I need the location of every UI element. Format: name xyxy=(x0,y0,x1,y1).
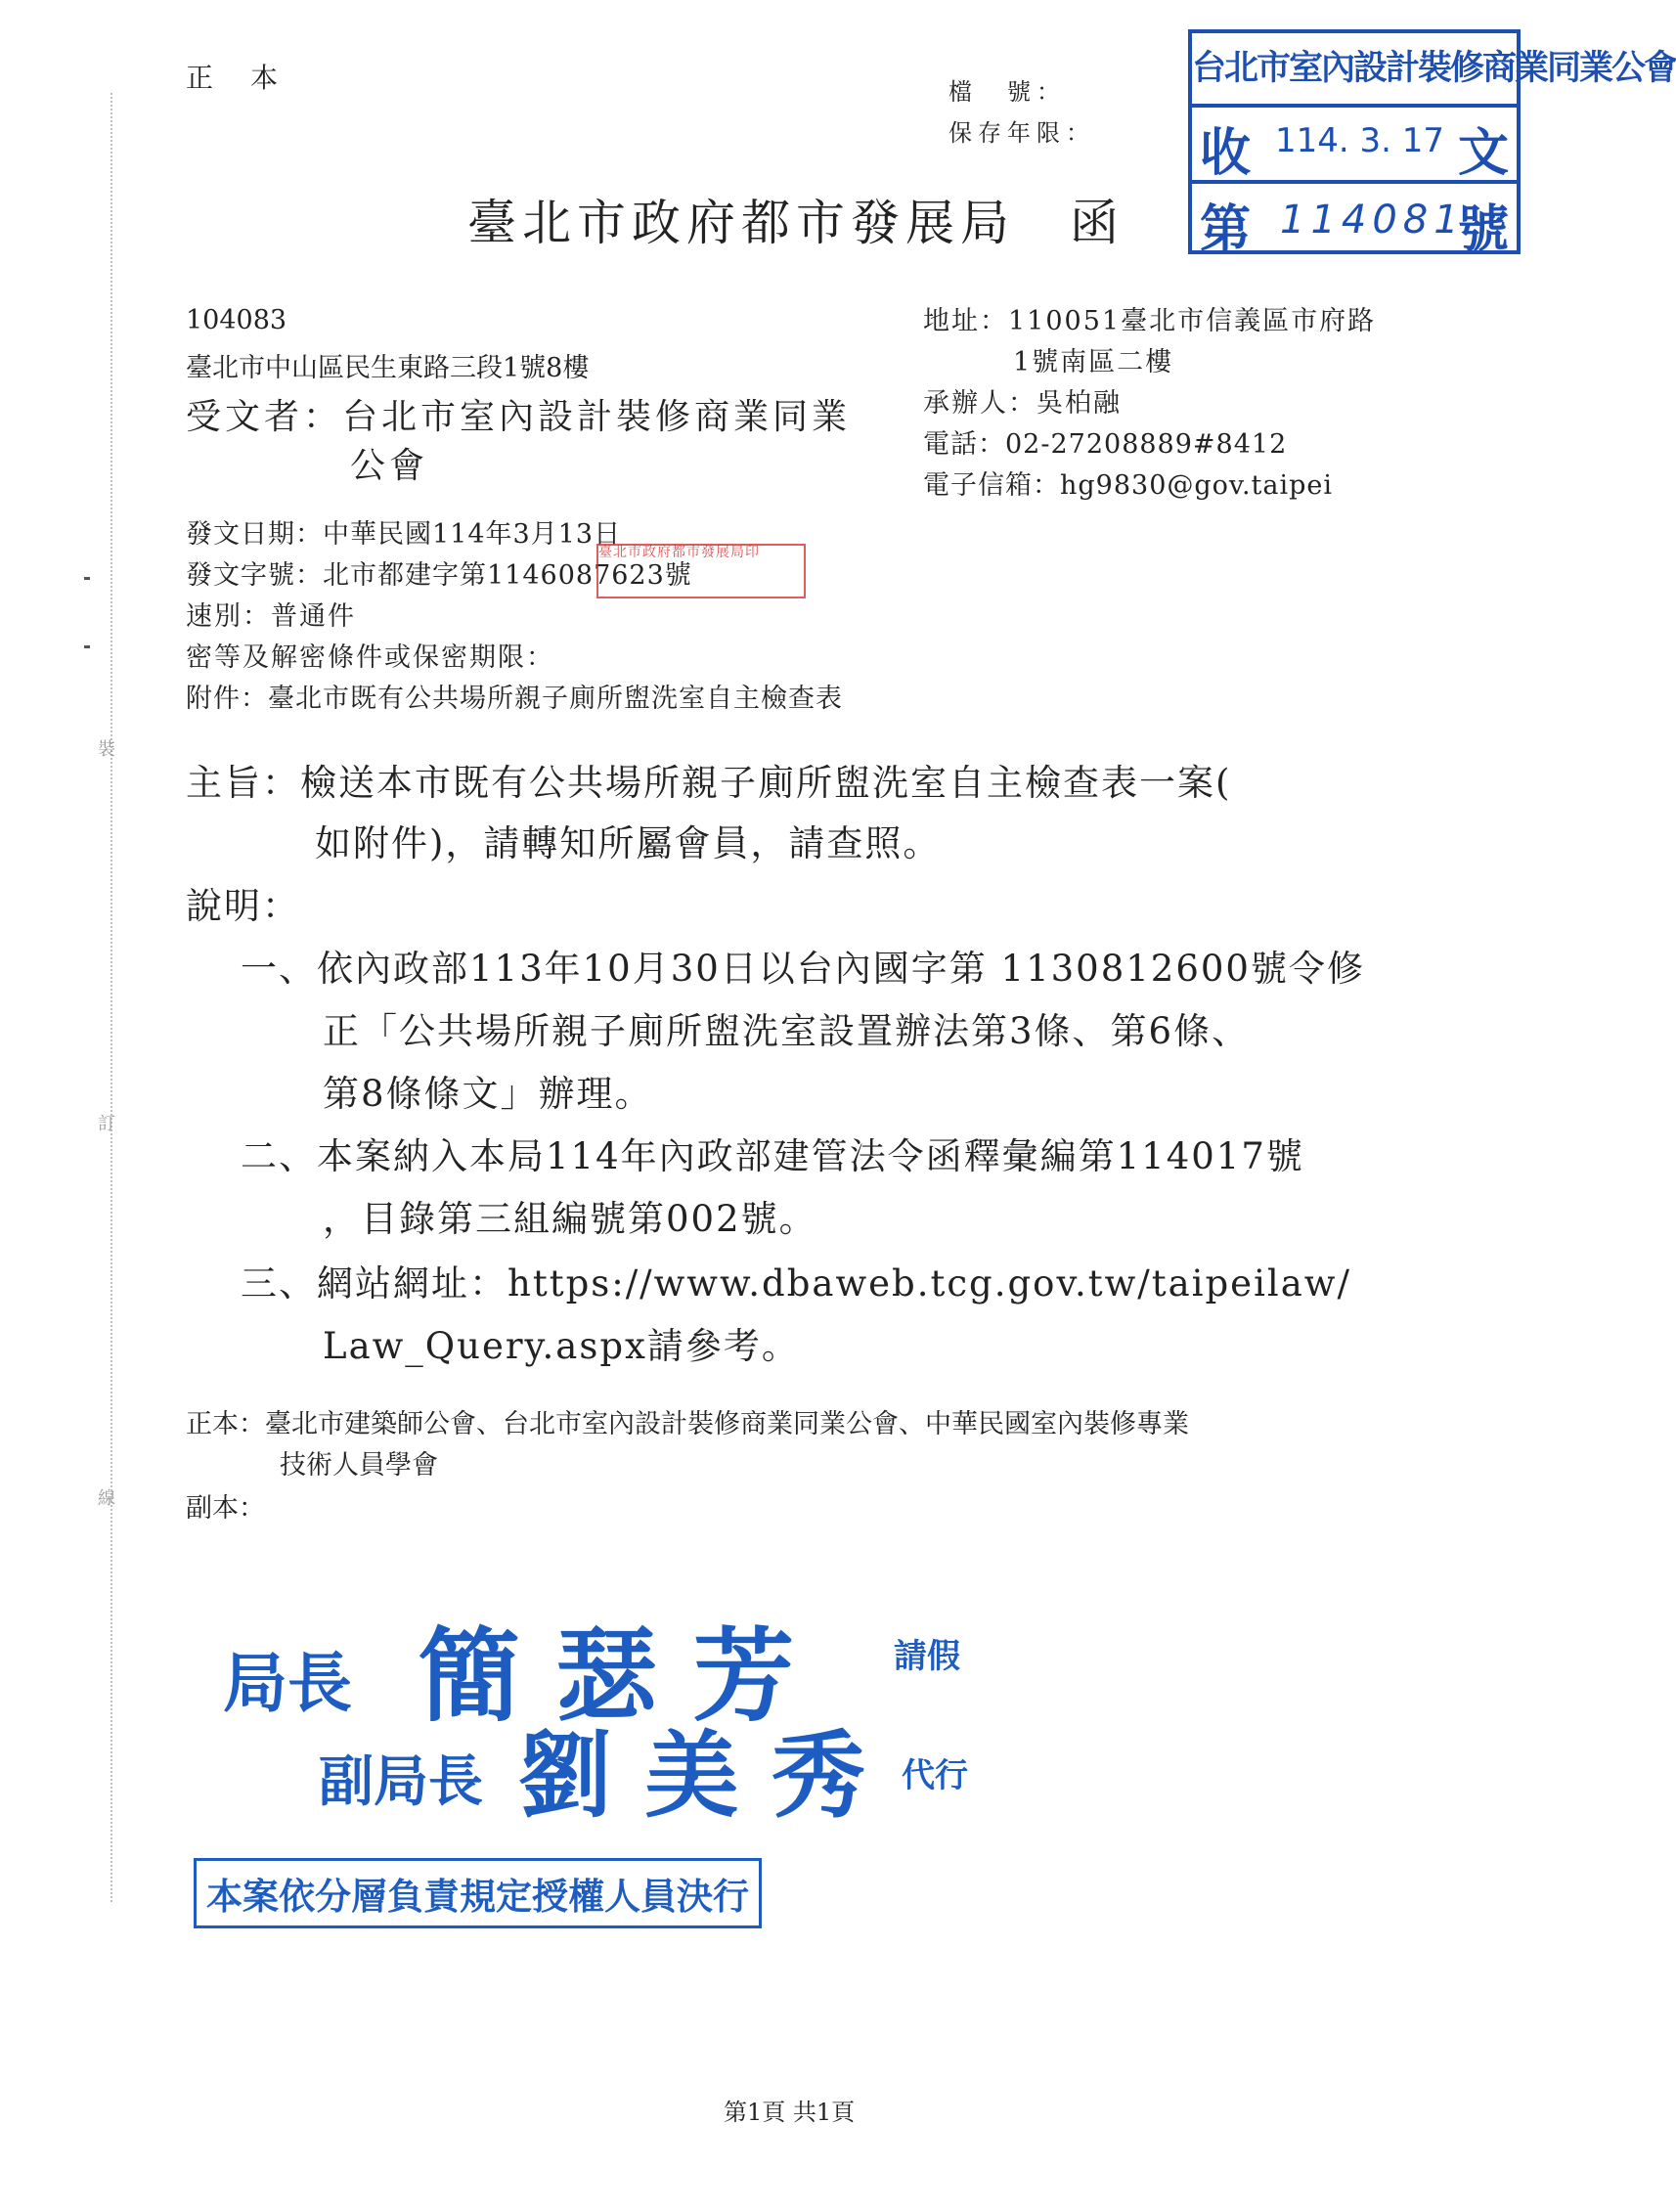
item-3-line1: 三、網站網址：https://www.dbaweb.tcg.gov.tw/taipeilaw/ xyxy=(241,1262,1351,1305)
received-stamp-recv: 收 xyxy=(1200,124,1252,183)
issue-number: 發文字號：北市都建字第1146087623號 xyxy=(186,560,692,591)
official-seal: 臺北市政府都市發展局印 xyxy=(596,544,806,598)
copy-mark: 正本 xyxy=(186,62,316,94)
received-stamp-date: 114. 3. 17 xyxy=(1275,121,1445,160)
explanation-label: 說明： xyxy=(186,885,300,927)
director-title: 局長 xyxy=(223,1646,352,1721)
binding-mark: 線 xyxy=(98,1488,115,1509)
received-stamp-doc: 文 xyxy=(1457,124,1509,183)
sender-phone: 電話：02-27208889#8412 xyxy=(923,429,1288,460)
document-title: 臺北市政府都市發展局 函 xyxy=(467,195,1125,251)
item-1-line3: 第8條條文」辦理。 xyxy=(323,1073,653,1115)
attachment: 附件：臺北市既有公共場所親子廁所盥洗室自主檢查表 xyxy=(186,684,843,714)
item-2-line2: ，目錄第三組編號第002號。 xyxy=(323,1198,817,1240)
item-2-line1: 二、本案納入本局114年內政部建管法令函釋彙編第114017號 xyxy=(241,1135,1304,1177)
cc-main-line2: 技術人員學會 xyxy=(280,1450,438,1481)
speed: 速別：普通件 xyxy=(186,601,356,632)
received-stamp xyxy=(1188,29,1676,259)
postcode: 104083 xyxy=(186,305,287,335)
sender-address-line1: 地址：110051臺北市信義區市府路 xyxy=(923,306,1377,336)
received-stamp-org: 台北市室內設計裝修商業同業公會 xyxy=(1192,33,1517,108)
received-stamp-hao: 號 xyxy=(1457,200,1509,259)
item-1-line2: 正「公共場所親子廁所盥洗室設置辦法第3條、第6條、 xyxy=(323,1010,1251,1052)
authorization-stamp: 本案依分層負責規定授權人員決行 xyxy=(194,1858,762,1928)
recipient-line2: 公會 xyxy=(350,446,429,486)
item-1-line1: 一、依內政部113年10月30日以台內國字第 1130812600號令修 xyxy=(241,948,1365,990)
binding-mark: 裝 xyxy=(98,739,115,760)
cc-main-line1: 正本：臺北市建築師公會、台北市室內設計裝修商業同業公會、中華民國室內裝修專業 xyxy=(186,1409,1189,1439)
binding-line xyxy=(110,93,112,1902)
received-stamp-seq: 第 xyxy=(1200,200,1252,259)
retention-label: 保存年限： xyxy=(948,119,1095,147)
punch-mark xyxy=(84,645,90,648)
file-number-label: 檔 號： xyxy=(948,78,1066,106)
deputy-title: 副局長 xyxy=(319,1750,483,1814)
deputy-name: 劉 美 秀 xyxy=(518,1721,865,1831)
secrecy: 密等及解密條件或保密期限： xyxy=(186,642,554,673)
recipient-line1: 受文者：台北市室內設計裝修商業同業 xyxy=(186,397,852,437)
issue-date: 發文日期：中華民國114年3月13日 xyxy=(186,519,622,550)
sender-email: 電子信箱：hg9830@gov.taipei xyxy=(923,470,1334,501)
sender-address-line2: 1號南區二樓 xyxy=(1013,347,1174,377)
sender-handler: 承辦人：吳柏融 xyxy=(923,388,1122,419)
subject-line2: 如附件)，請轉知所屬會員，請查照。 xyxy=(315,822,942,864)
director-note: 請假 xyxy=(894,1637,960,1676)
received-stamp-number: 114081 xyxy=(1280,198,1465,243)
director-name: 簡 瑟 芳 xyxy=(419,1616,795,1736)
item-3-line2: Law_Query.aspx請參考。 xyxy=(323,1325,800,1367)
binding-mark: 訂 xyxy=(98,1114,115,1134)
deputy-note: 代行 xyxy=(902,1756,968,1795)
cc-copy: 副本： xyxy=(186,1493,265,1524)
page-number: 第1頁 共1頁 xyxy=(724,2099,856,2126)
recipient-address: 臺北市中山區民生東路三段1號8樓 xyxy=(186,353,590,383)
subject-line1: 主旨：檢送本市既有公共場所親子廁所盥洗室自主檢查表一案( xyxy=(186,762,1232,804)
punch-mark xyxy=(84,577,90,580)
